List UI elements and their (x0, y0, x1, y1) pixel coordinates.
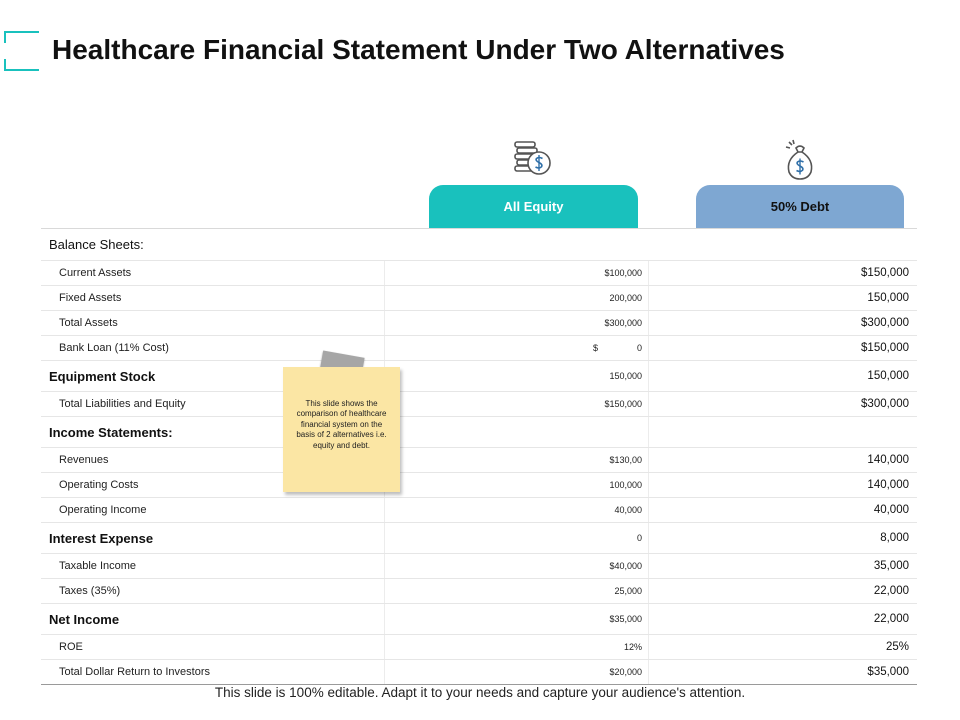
row-label: Operating Income (59, 504, 147, 516)
table-row (41, 604, 917, 635)
all-equity-value (384, 417, 649, 447)
footer-text: This slide is 100% editable. Adapt it to your needs and capture your audience's attention. (214, 685, 746, 700)
corner-bracket-icon (4, 31, 40, 71)
table-row (41, 417, 917, 448)
table-row (41, 554, 917, 579)
sticky-note-text: This slide shows the comparison of healthcare financial system on the basis of 2 alternatives i.e. equity and debt. (296, 399, 387, 450)
row-label: Net Income (49, 611, 120, 627)
all-equity-value-text: $300,000 (604, 318, 642, 328)
row-label: Revenues (59, 454, 109, 466)
all-equity-value-text: $35,000 (609, 614, 642, 624)
50-debt-value: 25% (885, 641, 909, 653)
table-row (41, 229, 917, 261)
50-debt-value: 150,000 (867, 292, 909, 304)
table-row (41, 286, 917, 311)
row-label: Taxable Income (59, 560, 137, 572)
table-row (41, 523, 917, 554)
row-label: Current Assets (59, 267, 132, 279)
all-equity-value-text: 25,000 (614, 586, 642, 596)
50-debt-value: $300,000 (861, 398, 909, 410)
50-debt-value: 22,000 (873, 613, 909, 625)
row-label: Operating Costs (59, 479, 139, 491)
50-debt-value: 140,000 (867, 454, 909, 466)
all-equity-value (384, 523, 649, 553)
row-label: Total Assets (59, 317, 118, 329)
coin-stack-dollar-icon (513, 138, 553, 182)
all-equity-value (384, 336, 649, 360)
row-label: ROE (59, 641, 83, 653)
50-debt-value: $150,000 (861, 267, 909, 279)
all-equity-value-text: 100,000 (609, 480, 642, 490)
50-debt-value: $150,000 (861, 342, 909, 354)
50-debt-value: $300,000 (861, 317, 909, 329)
all-equity-value (384, 635, 649, 659)
50-debt-value: 22,000 (873, 585, 909, 597)
money-bag-dollar-icon (780, 138, 820, 182)
column-header-all-equity: All Equity (429, 185, 638, 228)
table-row (41, 336, 917, 361)
50-debt-value: 8,000 (880, 532, 909, 544)
all-equity-value (384, 229, 649, 260)
all-equity-value (384, 660, 649, 684)
row-label: Total Dollar Return to Investors (59, 666, 211, 678)
all-equity-value (384, 498, 649, 522)
table-row (41, 579, 917, 604)
all-equity-value-text: 0 (636, 343, 642, 353)
row-label: Bank Loan (11% Cost) (59, 342, 169, 354)
row-label: Income Statements: (49, 424, 173, 440)
50-debt-value: 150,000 (867, 370, 909, 382)
all-equity-value-text: 40,000 (614, 505, 642, 515)
all-equity-value (384, 392, 649, 416)
table-row (41, 498, 917, 523)
currency-prefix: $ (593, 343, 599, 353)
all-equity-value (384, 311, 649, 335)
all-equity-value-text: $130,00 (609, 455, 642, 465)
row-label: Interest Expense (49, 530, 154, 546)
all-equity-value (384, 448, 649, 472)
50-debt-value: 140,000 (867, 479, 909, 491)
all-equity-value-text: 0 (636, 533, 642, 543)
row-label: Balance Sheets: (49, 237, 144, 252)
table-row (41, 660, 917, 684)
row-label: Total Liabilities and Equity (59, 398, 186, 410)
row-label: Fixed Assets (59, 292, 122, 304)
all-equity-value (384, 579, 649, 603)
table-row (41, 311, 917, 336)
all-equity-value (384, 473, 649, 497)
all-equity-value-text: $150,000 (604, 399, 642, 409)
table-row (41, 261, 917, 286)
column-header-50-debt: 50% Debt (696, 185, 904, 228)
row-label: Equipment Stock (49, 368, 156, 384)
row-label: Taxes (35%) (59, 585, 121, 597)
all-equity-value-text: 150,000 (609, 371, 642, 381)
all-equity-value-text: 12% (623, 642, 642, 652)
table-row (41, 635, 917, 660)
50-debt-value: 35,000 (873, 560, 909, 572)
all-equity-value-text: $40,000 (609, 561, 642, 571)
sticky-note (283, 367, 400, 492)
all-equity-value (384, 261, 649, 285)
all-equity-value-text: 200,000 (609, 293, 642, 303)
page-title: Healthcare Financial Statement Under Two Alternatives (52, 34, 785, 65)
table-row (41, 448, 917, 473)
50-debt-value: $35,000 (867, 666, 909, 678)
all-equity-value-text: $20,000 (609, 667, 642, 677)
all-equity-value (384, 361, 649, 391)
all-equity-value (384, 286, 649, 310)
table-row (41, 392, 917, 417)
50-debt-value: 40,000 (873, 504, 909, 516)
table-row (41, 361, 917, 392)
all-equity-value-text: $100,000 (604, 268, 642, 278)
all-equity-value (384, 604, 649, 634)
financial-statement-table (41, 228, 917, 685)
table-row (41, 473, 917, 498)
all-equity-value (384, 554, 649, 578)
